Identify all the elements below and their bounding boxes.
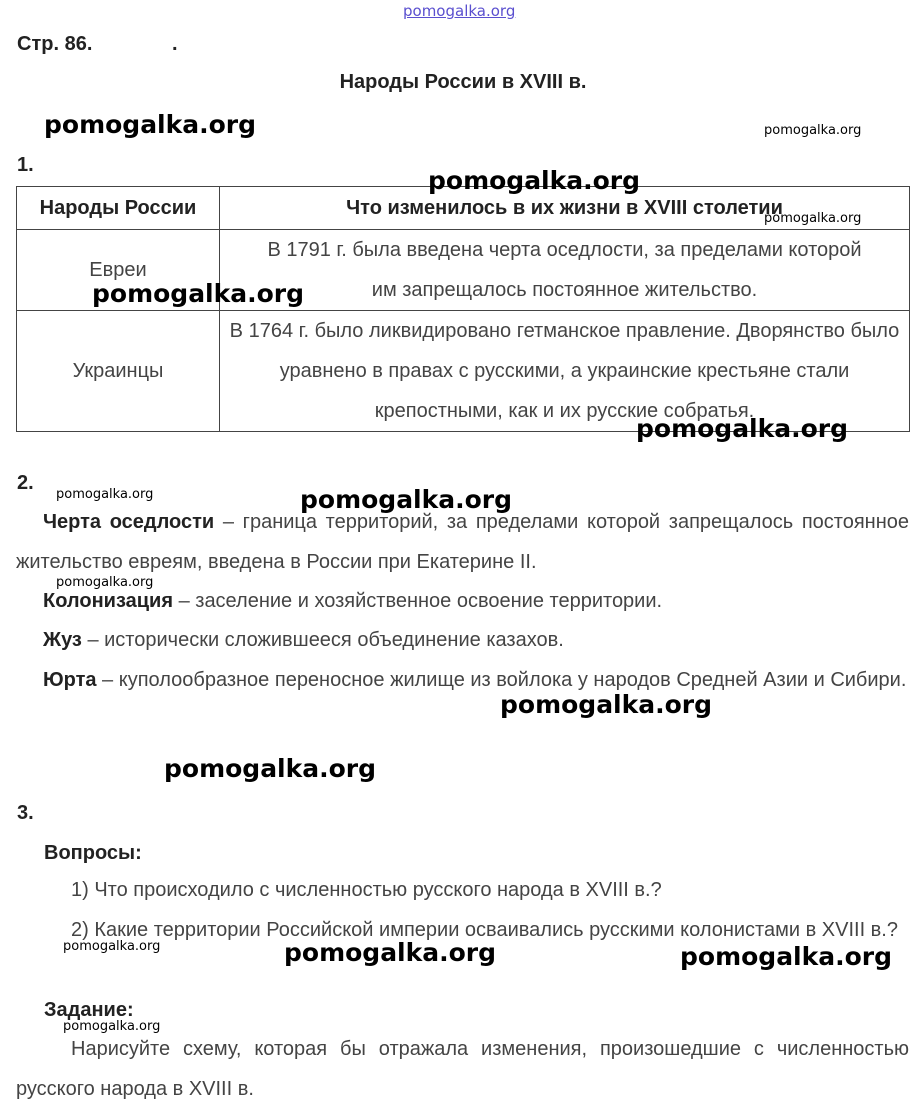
- table-cell-people: Евреи: [17, 230, 220, 311]
- table-header-changes: Что изменилось в их жизни в XVIII столетии: [220, 187, 910, 230]
- page-title: Народы России в XVIII в.: [339, 71, 587, 93]
- watermark: pomogalka.org: [164, 754, 377, 783]
- task-heading: Задание:: [44, 999, 134, 1021]
- definition-term: Колонизация: [43, 590, 174, 612]
- watermark-top: pomogalka.org: [403, 2, 516, 20]
- watermark: pomogalka.org: [56, 487, 154, 502]
- task-text: Нарисуйте схему, которая бы отражала изменения, произошедшие с численностью русского народа в XVIII в.: [16, 1038, 909, 1100]
- section-2-number: 2.: [17, 472, 34, 494]
- definition-text: – граница территорий, за пределами которой запрещалось постоянное жительство евреям, введена в России при Екатерине II.: [16, 511, 909, 573]
- watermark: pomogalka.org: [63, 1019, 161, 1034]
- watermark: pomogalka.org: [284, 938, 497, 967]
- definition-item: [16, 502, 909, 582]
- section-1-number: 1.: [17, 154, 34, 176]
- definition-item: [16, 620, 909, 660]
- watermark: pomogalka.org: [300, 485, 513, 514]
- table-cell-change: В 1791 г. была введена черта оседлости, за пределами которой им запрещалось постоянное жительство.: [220, 230, 910, 311]
- watermark: pomogalka.org: [636, 414, 849, 443]
- section-3-number: 3.: [17, 802, 34, 824]
- definition-item: [16, 660, 909, 700]
- definition-text: – исторически сложившееся объединение казахов.: [81, 629, 564, 651]
- watermark: pomogalka.org: [764, 211, 862, 226]
- definition-text: – заселение и хозяйственное освоение территории.: [173, 590, 663, 612]
- table-header-peoples: Народы России: [17, 187, 220, 230]
- definition-text: – куполообразное переносное жилище из войлока у народов Средней Азии и Сибири.: [96, 669, 907, 691]
- question-item: 2) Какие территории Российской империи осваивались русскими колонистами в XVIII в.?: [71, 919, 898, 941]
- watermark: pomogalka.org: [63, 939, 161, 954]
- page-reference-dot: .: [172, 33, 178, 55]
- table-cell-change: В 1764 г. было ликвидировано гетманское правление. Дворянство было уравнено в правах с русскими, а украинские крестьяне стали крепостными, как и их русские собратья.: [220, 311, 910, 432]
- definition-term: Юрта: [43, 669, 97, 691]
- questions-heading: Вопросы:: [44, 842, 142, 864]
- watermark: pomogalka.org: [764, 123, 862, 138]
- watermark: pomogalka.org: [680, 942, 893, 971]
- watermark: pomogalka.org: [44, 110, 257, 139]
- watermark: pomogalka.org: [428, 166, 641, 195]
- question-item: 1) Что происходило с численностью русского народа в XVIII в.?: [71, 879, 662, 901]
- watermark: pomogalka.org: [56, 575, 154, 590]
- definition-term: Жуз: [43, 629, 82, 651]
- watermark: pomogalka.org: [92, 279, 305, 308]
- page-reference: Стр. 86.: [17, 33, 93, 55]
- watermark: pomogalka.org: [500, 690, 713, 719]
- definition-term: Черта оседлости: [43, 511, 215, 533]
- table-cell-people: Украинцы: [17, 311, 220, 432]
